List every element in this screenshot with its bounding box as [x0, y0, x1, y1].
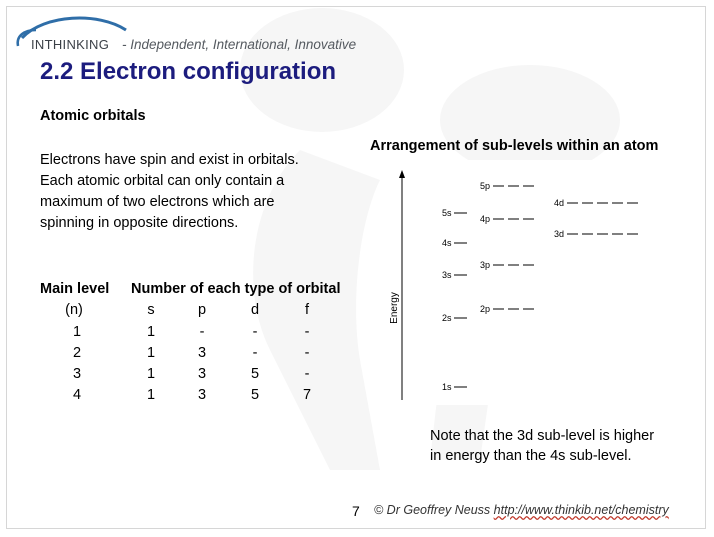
- table-subheader: (n): [65, 302, 83, 318]
- diagram-title: Arrangement of sub-levels within an atom: [370, 138, 659, 154]
- section-subtitle: Atomic orbitals: [40, 108, 146, 124]
- level-label: 1s: [442, 382, 452, 392]
- body-paragraph: [40, 150, 340, 234]
- table-cell: -: [304, 324, 310, 340]
- table-subheader: p: [197, 302, 207, 318]
- footer-credit: [374, 503, 669, 517]
- table-cell: -: [252, 324, 258, 340]
- level-label: 3d: [554, 229, 565, 239]
- table-cell: 3: [72, 366, 82, 382]
- table-cell: 1: [72, 324, 82, 340]
- table-subheader: s: [147, 302, 155, 318]
- level-label: 2s: [442, 313, 452, 323]
- body-line: spinning in opposite directions.: [40, 215, 239, 231]
- table-cell: 1: [146, 387, 156, 403]
- body-line: Electrons have spin and exist in orbitals.: [40, 152, 299, 168]
- energy-axis-label: Energy: [389, 292, 400, 324]
- level-label: 3s: [442, 270, 452, 280]
- table-cell: 5: [250, 387, 260, 403]
- note-text: [430, 426, 654, 466]
- table-subheader: f: [304, 302, 310, 318]
- level-label: 5p: [480, 181, 491, 191]
- note-line: in energy than the 4s sub-level.: [430, 448, 632, 464]
- diagram-background: [382, 160, 682, 405]
- table-cell: 3: [197, 345, 207, 361]
- table-subheader: d: [250, 302, 260, 318]
- level-label: 4p: [480, 214, 491, 224]
- table-cell: -: [304, 345, 310, 361]
- energy-level-diagram: [382, 160, 682, 405]
- table-cell: -: [199, 324, 205, 340]
- table-cell: 5: [250, 366, 260, 382]
- tagline: - Independent, International, Innovative: [122, 37, 357, 52]
- page-number: 7: [352, 503, 360, 519]
- level-label: 4s: [442, 238, 452, 248]
- table-cell: 1: [146, 366, 156, 382]
- level-label: 2p: [480, 304, 491, 314]
- table-cell: 3: [197, 366, 207, 382]
- credit-url-link[interactable]: http://www.thinkib.net/chemistry: [493, 503, 669, 517]
- page-title: 2.2 Electron configuration: [40, 58, 337, 85]
- level-label: 3p: [480, 260, 491, 270]
- table-cell: -: [252, 345, 258, 361]
- orbital-table: [40, 281, 370, 411]
- table-cell: 4: [72, 387, 82, 403]
- table-cell: 2: [72, 345, 82, 361]
- table-cell: 3: [197, 387, 207, 403]
- level-label: 4d: [554, 198, 565, 208]
- body-line: Each atomic orbital can only contain a: [40, 173, 285, 189]
- header: [14, 16, 434, 52]
- credit-prefix: © Dr Geoffrey Neuss: [374, 503, 494, 517]
- table-cell: 1: [146, 345, 156, 361]
- table-cell: 7: [302, 387, 312, 403]
- table-cell: -: [304, 366, 310, 382]
- table-cell: 1: [146, 324, 156, 340]
- body-line: maximum of two electrons which are: [40, 194, 275, 210]
- table-header-main-level: Main level: [40, 281, 110, 297]
- table-header-orbital-count: Number of each type of orbital: [131, 281, 341, 297]
- logo-text: INTHINKING: [31, 37, 110, 52]
- level-label: 5s: [442, 208, 452, 218]
- note-line: Note that the 3d sub-level is higher: [430, 428, 655, 444]
